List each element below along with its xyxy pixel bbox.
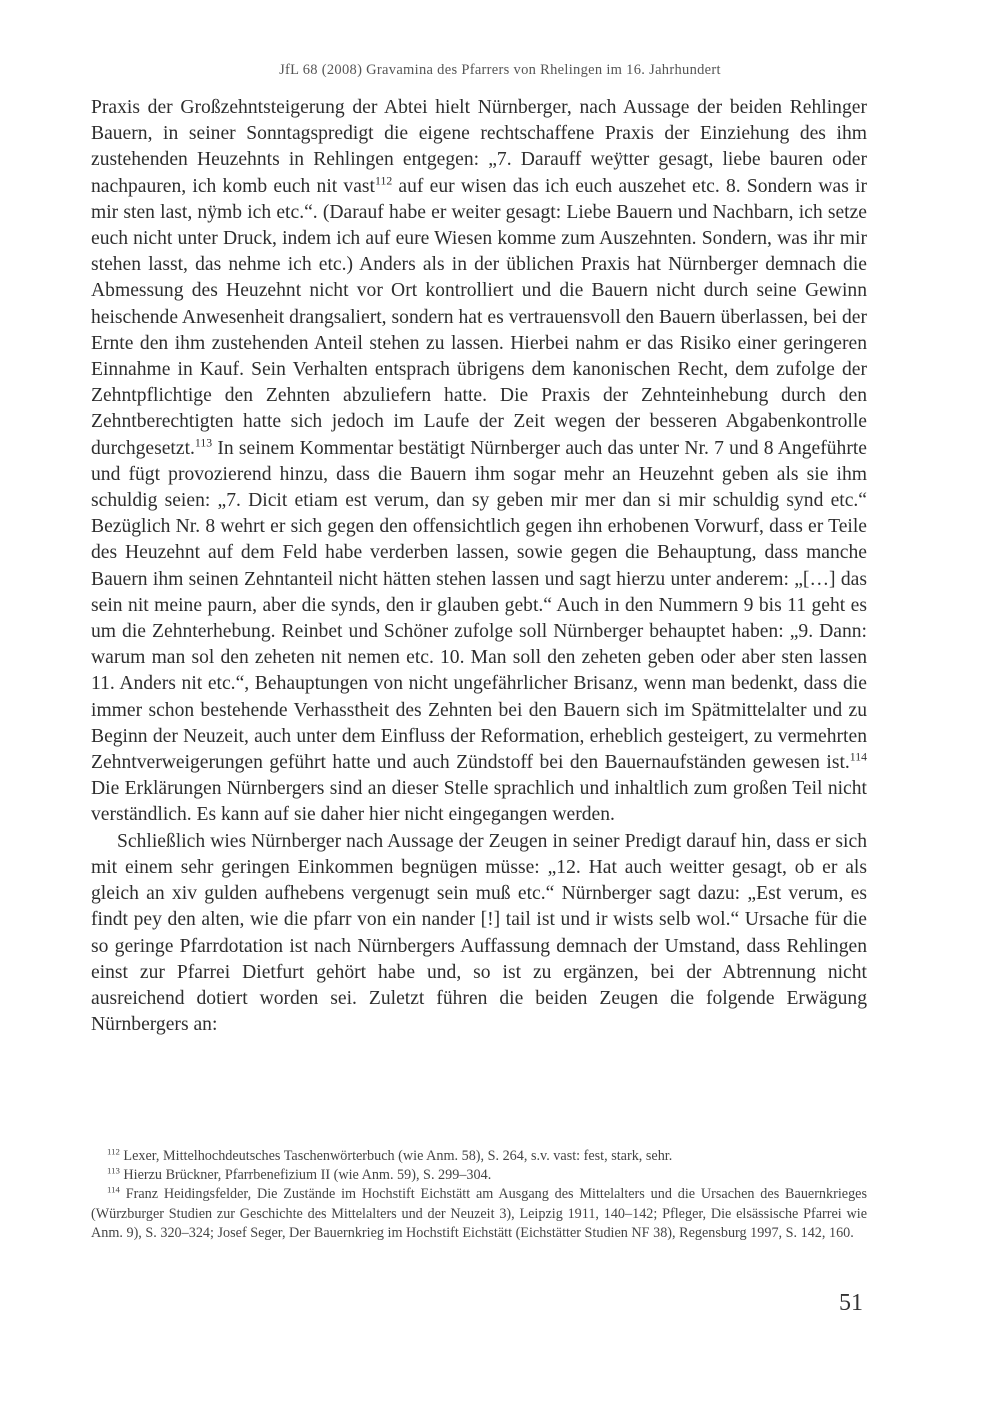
paragraph-text: Praxis der Großzehntsteigerung der Abtei hielt Nürnberger, nach Aussage der beiden Rehlinger Bauern, in seiner Sonntagspredigt die eigene rechtschaffene Praxis der Einziehung des ihm zustehenden Heuzehnts in Rehlingen entgegen: „7. Darauff weÿtter gesagt, liebe bauren oder nachpauren, ich komb euch nit vast [91, 97, 867, 197]
body-paragraph-2: Schließlich wies Nürnberger nach Aussage der Zeugen in seiner Predigt darauf hin, dass er sich mit einem sehr geringen Einkommen begnügen müsse: „12. Hat auch weitter gesagt, ob er als gleich an xiv gulden aufhebens vergenugt sein muß etc.“ Nürnberger sagt dazu: „Est verum, es findt pey den alten, wie die pfarr von ein nander [!] tail ist und ir wists selb wol.“ Ursache für die so geringe Pfarrdotation ist nach Nürnbergers Auffassung demnach der Umstand, dass Rehlingen einst zur Pfarrei Dietfurt gehört habe und, so ist zu ergänzen, bei der Abtrennung nicht ausreichend dotiert worden sei. Zuletzt führen die beiden Zeugen die folgende Erwägung Nürnbergers an: [91, 830, 867, 1036]
footnote-114 [91, 1185, 867, 1243]
paragraph-text: In seinem Kommentar bestätigt Nürnberger auch das unter Nr. 7 und 8 Angeführte und fügt provozierend hinzu, dass die Bauern ihm sogar mehr an Heuzehnt geben als sie ihm schuldig seien: „7. Dicit etiam est verum, dan sy geben mir mer dan si mir schuldig synd etc.“ Bezüglich Nr. 8 wehrt er sich gegen den offensichtlich gegen ihn erhobenen Vorwurf, dass er Teile des Heuzehnt auf dem Feld habe verderben lassen, sowie gegen die Behauptung, dass manche Bauern ihm seinen Zehntanteil nicht hätten stehen lassen und sagt hierzu unter anderem: „[…] das sein nit meine paurn, aber die synds, den ir glauben gebt.“ Auch in den Nummern 9 bis 11 geht es um die Zehnterhebung. Reinbet und Schöner zufolge soll Nürnberger behauptet haben: „9. Dann: warum man sol den zeheten nit nemen etc. 10. Man soll den zeheten geben oder aber sten lassen 11. Anders nit etc.“, Behauptungen von nicht ungefährlicher Brisanz, wenn man bedenkt, dass die immer schon bestehende Verhasstheit des Zehnten bei den Bauern sich im Spätmittelalter und zu Beginn der Neuzeit, auch unter dem Einfluss der Reformation, erheblich gesteigert, zu vermehrten Zehntverweigerungen geführt hatte und auch Zündstoff bei den Bauernaufständen gewesen ist. [91, 437, 867, 774]
body-paragraph-1 [91, 95, 867, 829]
main-text [91, 95, 867, 1038]
footnote-113 [91, 1166, 867, 1185]
footnote-text: Lexer, Mittelhochdeutsches Taschenwörterbuch (wie Anm. 58), S. 264, s.v. vast: fest, stark, sehr. [119, 1148, 673, 1164]
footnote-text: Hierzu Brückner, Pfarrbenefizium II (wie Anm. 59), S. 299–304. [119, 1167, 492, 1184]
paragraph-text: auf eur wisen das ich euch auszehet etc. 8. Sondern was ir mir sten last, nÿmb ich etc.“. (Darauf habe er weiter gesagt: Liebe Bauern und Nachbarn, ich setze euch nicht unter Druck, indem ich auf eure Wiesen komme zum Auszehnten. Sondern, was ihr mir stehen lasst, das nehme ich etc.) Anders als in der üblichen Praxis hat Nürnberger demnach die Abmessung des Heuzehnt nicht vor Ort kontrolliert und die Bauern nicht durch seine Gewinn heischende Anwesenheit drangsaliert, sondern hat es vertrauensvoll den Bauern überlassen, bei der Ernte den ihm zustehenden Anteil stehen zu lassen. Hierbei nahm er das Risiko einer geringeren Einnahme in Kauf. Sein Verhalten entsprach übrigens dem kanonischen Recht, dem zufolge der Zehntpflichtige den Zehnten abzuliefern hatte. Die Praxis der Zehnteinhebung durch den Zehntberechtigten hatte sich jedoch im Laufe der Zeit wegen der besseren Abgabenkontrolle durchgesetzt. [91, 175, 867, 459]
footnote-ref: 113 [194, 436, 213, 450]
footnote-number: 114 [107, 1184, 120, 1195]
paragraph-text: Die Erklärungen Nürnbergers sind an dieser Stelle sprachlich und inhaltlich zum großen Teil nicht verständlich. Es kann auf sie daher hier nicht eingegangen werden. [91, 778, 867, 826]
footnote-number: 113 [107, 1165, 120, 1176]
page-number: 51 [839, 1290, 863, 1316]
footnote-number: 112 [107, 1146, 120, 1157]
footnotes [91, 1147, 867, 1243]
footnote-112 [91, 1147, 867, 1166]
footnote-ref: 112 [375, 174, 393, 188]
running-head: JfL 68 (2008) Gravamina des Pfarrers von Rhelingen im 16. Jahrhundert [279, 62, 721, 78]
footnote-text: Franz Heidingsfelder, Die Zustände im Hochstift Eichstätt am Ausgang des Mittelalters und die Ursachen des Bauernkrieges (Würzburger Studien zur Geschichte des Mittelalters und der Neuzeit 3), Leipzig 1911, 140–142; Pfleger, Die elsässische Pfarrei wie Anm. 9), S. 320–324; Josef Seger, Der Bauernkrieg im Hochstift Eichstätt (Eichstätter Studien NF 38), Regensburg 1997, S. 142, 160. [91, 1186, 867, 1241]
footnote-ref: 114 [849, 750, 867, 764]
